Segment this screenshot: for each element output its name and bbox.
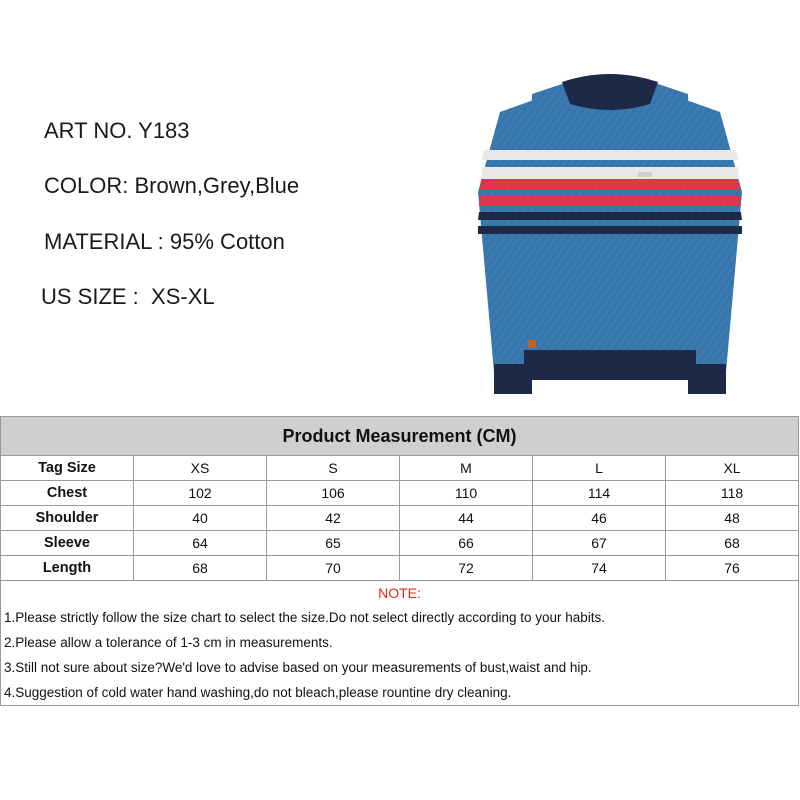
table-cell: 46: [533, 506, 666, 531]
table-cell: 65: [267, 531, 400, 556]
table-row: [1, 556, 799, 581]
table-caption: Product Measurement (CM): [1, 417, 799, 456]
table-cell: 67: [533, 531, 666, 556]
tag-size-label: Tag Size: [1, 456, 134, 481]
row-label: Length: [1, 556, 134, 581]
table-cell: 64: [134, 531, 267, 556]
size-m: M: [400, 456, 533, 481]
size-chart: [0, 416, 798, 706]
size-header-row: [1, 456, 799, 481]
note-item: 1.Please strictly follow the size chart to select the size.Do not select directly according to your habits.: [4, 610, 606, 625]
material-info: MATERIAL : 95% Cotton: [44, 229, 285, 254]
table-cell: 68: [666, 531, 799, 556]
note-title: NOTE:: [378, 585, 421, 601]
notes-section: [0, 581, 799, 706]
art-number: ART NO. Y183: [44, 118, 190, 143]
table-cell: 44: [400, 506, 533, 531]
note-item: 2.Please allow a tolerance of 1-3 cm in measurements.: [4, 635, 333, 650]
color-options: COLOR: Brown,Grey,Blue: [44, 173, 300, 198]
table-cell: 42: [267, 506, 400, 531]
note-item: 3.Still not sure about size?We'd love to advise based on your measurements of bust,waist and hip.: [4, 660, 592, 675]
table-row: [1, 531, 799, 556]
table-cell: 110: [400, 481, 533, 506]
table-cell: 72: [400, 556, 533, 581]
measurement-table: [0, 416, 799, 581]
row-label: Shoulder: [1, 506, 134, 531]
table-cell: 106: [267, 481, 400, 506]
note-item: 4.Suggestion of cold water hand washing,do not bleach,please rountine dry cleaning.: [4, 685, 512, 700]
size-l: L: [533, 456, 666, 481]
row-label: Sleeve: [1, 531, 134, 556]
table-cell: 74: [533, 556, 666, 581]
table-cell: 68: [134, 556, 267, 581]
table-cell: 114: [533, 481, 666, 506]
table-cell: 40: [134, 506, 267, 531]
row-label: Chest: [1, 481, 134, 506]
us-size-range: US SIZE : XS-XL: [41, 284, 215, 309]
table-cell: 70: [267, 556, 400, 581]
table-cell: 118: [666, 481, 799, 506]
table-row: [1, 481, 799, 506]
size-s: S: [267, 456, 400, 481]
size-xs: XS: [134, 456, 267, 481]
table-cell: 102: [134, 481, 267, 506]
table-row: [1, 506, 799, 531]
table-cell: 76: [666, 556, 799, 581]
table-cell: 48: [666, 506, 799, 531]
table-cell: 66: [400, 531, 533, 556]
size-xl: XL: [666, 456, 799, 481]
sweater-product-image: [470, 72, 750, 402]
